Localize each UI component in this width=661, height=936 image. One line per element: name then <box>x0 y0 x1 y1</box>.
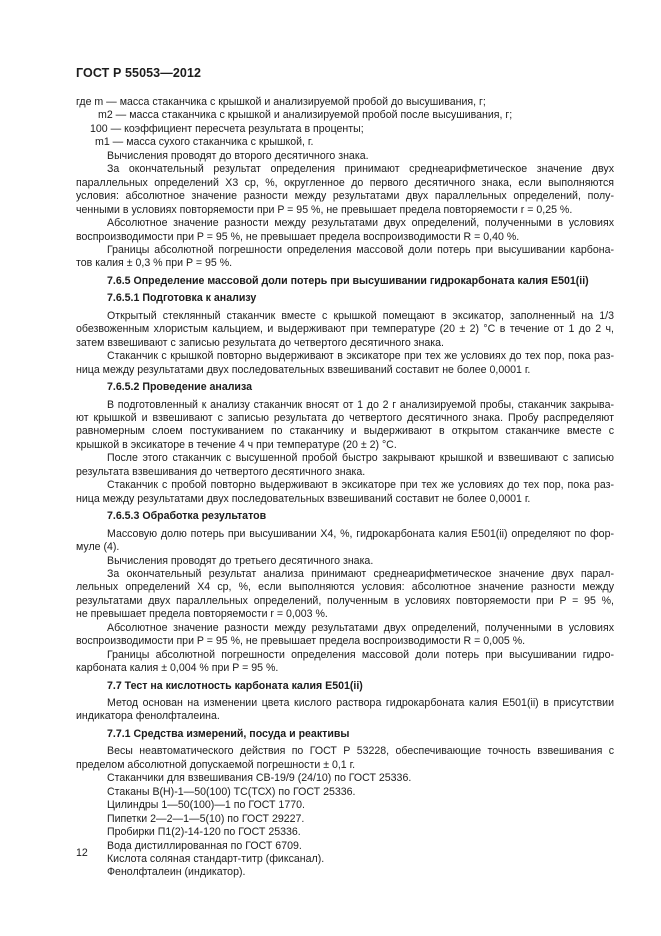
subsection-heading: 7.6.5.2 Проведение анализа <box>107 381 252 394</box>
paragraph-line: обезвоженным хлористым кальцием, и выдерживают при температуре (20 ± 2) °С в течение от 1 до 2 ч, <box>76 323 614 336</box>
paragraph-line: Открытый стеклянный стаканчик вместе с крышкой помещают в эксикатор, заполненный на 1/3 <box>107 309 614 322</box>
definition-m2: m2 — масса стаканчика с крышкой и анализируемой пробой после высушивания, г; <box>98 109 513 122</box>
list-item: Пипетки 2—2—1—5(10) по ГОСТ 29227. <box>107 812 305 825</box>
paragraph-line: За окончательный результат определения принимают среднеарифметическое значение двух <box>107 163 614 176</box>
paragraph-line: результатами двух параллельных определений, полученным в условиях повторяемости при P = 95 %, <box>76 594 614 607</box>
paragraph-line: индикатора фенолфталеина. <box>76 710 220 723</box>
list-item: Цилиндры 1—50(100)—1 по ГОСТ 1770. <box>107 799 305 812</box>
paragraph-line: пределом абсолютной допускаемой погрешности ± 0,1 г. <box>76 758 356 771</box>
paragraph-line: результата взвешивания до четвертого десятичного знака. <box>76 465 366 478</box>
paragraph-line: Вычисления проводят до третьего десятичного знака. <box>107 554 374 567</box>
paragraph-line: затем взвешивают с записью результата до четвертого десятичного знака. <box>76 336 444 349</box>
paragraph-line: муле (4). <box>76 541 120 554</box>
paragraph-line: не превышает предела повторяемости r = 0,003 %. <box>76 608 328 621</box>
paragraph-line: Вычисления проводят до второго десятичного знака. <box>107 149 369 162</box>
paragraph-line: крышкой в эксикаторе в течение 4 ч при температуре (20 ± 2) °С. <box>76 438 397 451</box>
section-heading: 7.7 Тест на кислотность карбоната калия E501(ii) <box>107 679 363 692</box>
paragraph-line: Абсолютное значение разности между результатами двух определений, полученными в условиях <box>107 217 614 230</box>
paragraph-line: воспроизводимости при P = 95 %, не превышает предела воспроизводимости R = 0,005 %. <box>76 635 526 648</box>
document-body <box>76 96 614 880</box>
paragraph-line: Абсолютное значение разности между результатами двух определений, полученными в условиях <box>107 621 614 634</box>
list-item: Кислота соляная стандарт-титр (фиксанал). <box>107 853 325 866</box>
subsection-heading: 7.6.5.3 Обработка результатов <box>107 510 267 523</box>
paragraph-line: ют крышкой и взвешивают с записью результата до четвертого десятичного знака. Пробу распределяют <box>76 411 614 424</box>
paragraph-line: лельных определений X4 ср, %, если выполняются условия: абсолютное значение разности между <box>76 581 614 594</box>
paragraph-line: воспроизводимости при P = 95 %, не превышает предела воспроизводимости R = 0,40 %. <box>76 230 520 243</box>
paragraph-line: тов калия ± 0,3 % при P = 95 %. <box>76 257 233 270</box>
paragraph-line: После этого стаканчик с высушенной пробой быстро закрывают крышкой и взвешивают с записью <box>107 452 614 465</box>
paragraph-line: Стаканчик с пробой повторно выдерживают в эксикаторе при тех же условиях до тех пор, пока раз- <box>107 479 614 492</box>
document-header: ГОСТ Р 55053—2012 <box>76 66 202 80</box>
paragraph-line: Весы неавтоматического действия по ГОСТ Р 53228, обеспечивающие точность взвешивания с <box>107 745 614 758</box>
paragraph-line: равномерным слоем постукиванием по стаканчику и выдерживают в открытом стаканчике вместе с <box>76 425 614 438</box>
paragraph-line: Метод основан на изменении цвета кислого раствора гидрокарбоната калия E501(ii) в присутствии <box>107 697 614 710</box>
definition-m: где m — масса стаканчика с крышкой и анализируемой пробой до высушивания, г; <box>76 96 486 108</box>
paragraph-line: В подготовленный к анализу стаканчик вносят от 1 до 2 г анализируемой пробы, стаканчик закрыва- <box>107 398 614 411</box>
definition-m1: m1 — масса сухого стаканчика с крышкой, г. <box>95 136 314 149</box>
section-heading: 7.6.5 Определение массовой доли потерь при высушивании гидрокарбоната калия E501(ii) <box>107 274 589 287</box>
paragraph-line: параллельных определений X3 ср, %, округленное до первого десятичного знака, если выполняются <box>76 176 614 189</box>
paragraph-line: Массовую долю потерь при высушивании X4, %, гидрокарбоната калия E501(ii) определяют по фор- <box>107 527 614 540</box>
subsection-heading: 7.6.5.1 Подготовка к анализу <box>107 292 257 305</box>
list-item: Фенолфталеин (индикатор). <box>107 866 246 879</box>
list-item: Стаканчики для взвешивания СВ-19/9 (24/10) по ГОСТ 25336. <box>107 772 412 785</box>
paragraph-line: условия: абсолютное значение разности между результатами двух параллельных определений, полу- <box>76 190 614 203</box>
paragraph-line: Границы абсолютной погрешности определения массовой доли потерь при высушивании гидро- <box>107 648 614 661</box>
definition-100: 100 — коэффициент пересчета результата в проценты; <box>90 122 364 135</box>
list-item: Стаканы В(Н)-1—50(100) ТС(ТСХ) по ГОСТ 25336. <box>107 785 356 798</box>
list-item: Вода дистиллированная по ГОСТ 6709. <box>107 839 302 852</box>
paragraph-line: За окончательный результат анализа принимают среднеарифметическое значение двух парал- <box>107 567 614 580</box>
paragraph-line: карбоната калия ± 0,004 % при P = 95 %. <box>76 662 279 675</box>
paragraph-line: Стаканчик с крышкой повторно выдерживают в эксикаторе при тех же условиях до тех пор, пока раз- <box>107 350 614 363</box>
paragraph-line: ченными в условиях повторяемости при P = 95 %, не превышает предела повторяемости r = 0,25 %. <box>76 203 573 216</box>
paragraph-line: ница между результатами двух последовательных взвешиваний составит не более 0,0001 г. <box>76 492 531 505</box>
page-number: 12 <box>76 847 88 859</box>
paragraph-line: Границы абсолютной погрешности определения массовой доли потерь при высушивании карбона- <box>107 243 614 256</box>
subsection-heading: 7.7.1 Средства измерений, посуда и реактивы <box>107 727 350 740</box>
list-item: Пробирки П1(2)-14-120 по ГОСТ 25336. <box>107 826 301 839</box>
paragraph-line: ница между результатами двух последовательных взвешиваний составит не более 0,0001 г. <box>76 363 531 376</box>
